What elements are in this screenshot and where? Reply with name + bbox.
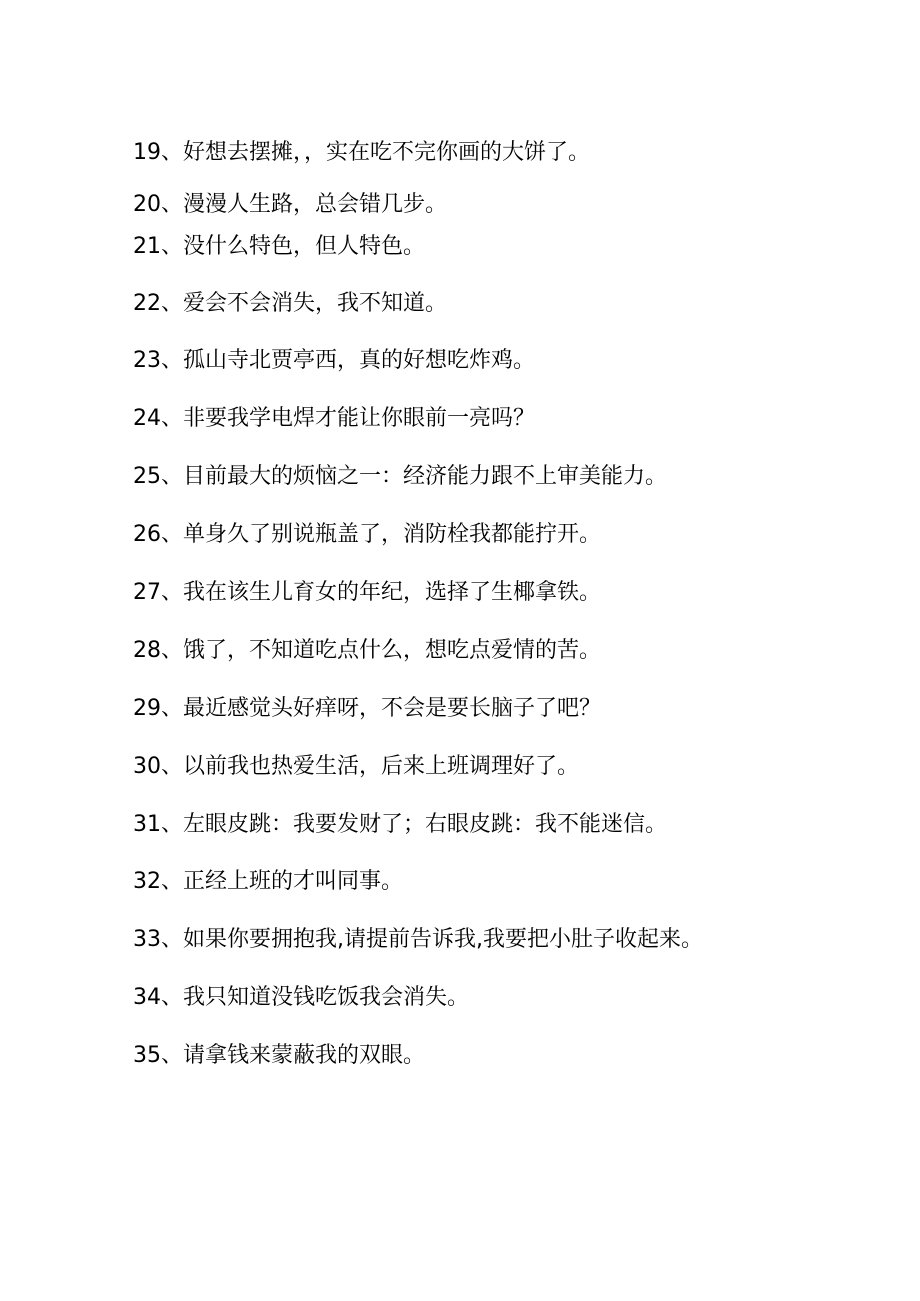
item-text: 漫漫人生路，总会错几步。: [183, 192, 448, 217]
item-separator: 、: [161, 985, 184, 1010]
item-separator: 、: [161, 812, 184, 837]
item-separator: 、: [161, 1043, 184, 1068]
item-text: 左眼皮跳：我要发财了；右眼皮跳：我不能迷信。: [183, 812, 668, 837]
item-text: 最近感觉头好痒呀，不会是要长脑子了吧？: [183, 696, 602, 721]
list-item: [133, 185, 893, 225]
item-text: 如果你要拥抱我,请提前告诉我,我要把小肚子收起来。: [183, 927, 704, 952]
item-separator: 、: [161, 927, 184, 952]
list-item: [133, 227, 893, 267]
item-text: 请拿钱来蒙蔽我的双眼。: [183, 1043, 426, 1068]
list-item: [133, 457, 893, 497]
list-item: [133, 133, 893, 173]
item-separator: 、: [161, 638, 184, 663]
item-number: 20: [133, 192, 161, 217]
item-number: 29: [133, 696, 161, 721]
item-separator: 、: [161, 348, 184, 373]
item-number: 19: [133, 140, 161, 165]
list-item: [133, 689, 893, 729]
list-item: [133, 805, 893, 845]
item-separator: 、: [161, 580, 184, 605]
item-text: 我只知道没钱吃饭我会消失。: [183, 985, 470, 1010]
item-text: 非要我学电焊才能让你眼前一亮吗？: [183, 406, 536, 431]
item-number: 26: [133, 522, 161, 547]
item-number: 28: [133, 638, 161, 663]
item-number: 34: [133, 985, 161, 1010]
list-item: [133, 399, 893, 439]
list-item: [133, 284, 893, 324]
item-number: 31: [133, 812, 161, 837]
item-separator: 、: [161, 192, 184, 217]
item-number: 35: [133, 1043, 161, 1068]
list-item: [133, 515, 893, 555]
item-separator: 、: [161, 291, 184, 316]
item-separator: 、: [161, 696, 184, 721]
item-text: 单身久了别说瓶盖了，消防栓我都能拧开。: [183, 522, 602, 547]
list-item: [133, 920, 893, 960]
list-item: [133, 862, 893, 902]
item-separator: 、: [161, 464, 184, 489]
item-number: 25: [133, 464, 161, 489]
item-text: 饿了，不知道吃点什么，想吃点爱情的苦。: [183, 638, 602, 663]
item-number: 23: [133, 348, 161, 373]
item-text: 爱会不会消失，我不知道。: [183, 291, 448, 316]
list-item: [133, 747, 893, 787]
list-item: [133, 978, 893, 1018]
item-separator: 、: [161, 522, 184, 547]
item-number: 24: [133, 406, 161, 431]
item-text: 孤山寺北贾亭西，真的好想吃炸鸡。: [183, 348, 536, 373]
item-separator: 、: [161, 869, 184, 894]
item-text: 没什么特色，但人特色。: [183, 234, 426, 259]
item-text: 好想去摆摊，，实在吃不完你画的大饼了。: [183, 140, 591, 165]
item-separator: 、: [161, 234, 184, 259]
item-separator: 、: [161, 140, 184, 165]
item-separator: 、: [161, 406, 184, 431]
list-item: [133, 573, 893, 613]
item-number: 30: [133, 754, 161, 779]
item-number: 27: [133, 580, 161, 605]
item-text: 正经上班的才叫同事。: [183, 869, 404, 894]
item-text: 以前我也热爱生活，后来上班调理好了。: [183, 754, 580, 779]
item-number: 22: [133, 291, 161, 316]
item-separator: 、: [161, 754, 184, 779]
list-item: [133, 1036, 893, 1076]
item-number: 21: [133, 234, 161, 259]
item-number: 32: [133, 869, 161, 894]
list-item: [133, 341, 893, 381]
item-text: 我在该生儿育女的年纪，选择了生椰拿铁。: [183, 580, 602, 605]
item-number: 33: [133, 927, 161, 952]
list-item: [133, 631, 893, 671]
item-text: 目前最大的烦恼之一：经济能力跟不上审美能力。: [183, 464, 668, 489]
